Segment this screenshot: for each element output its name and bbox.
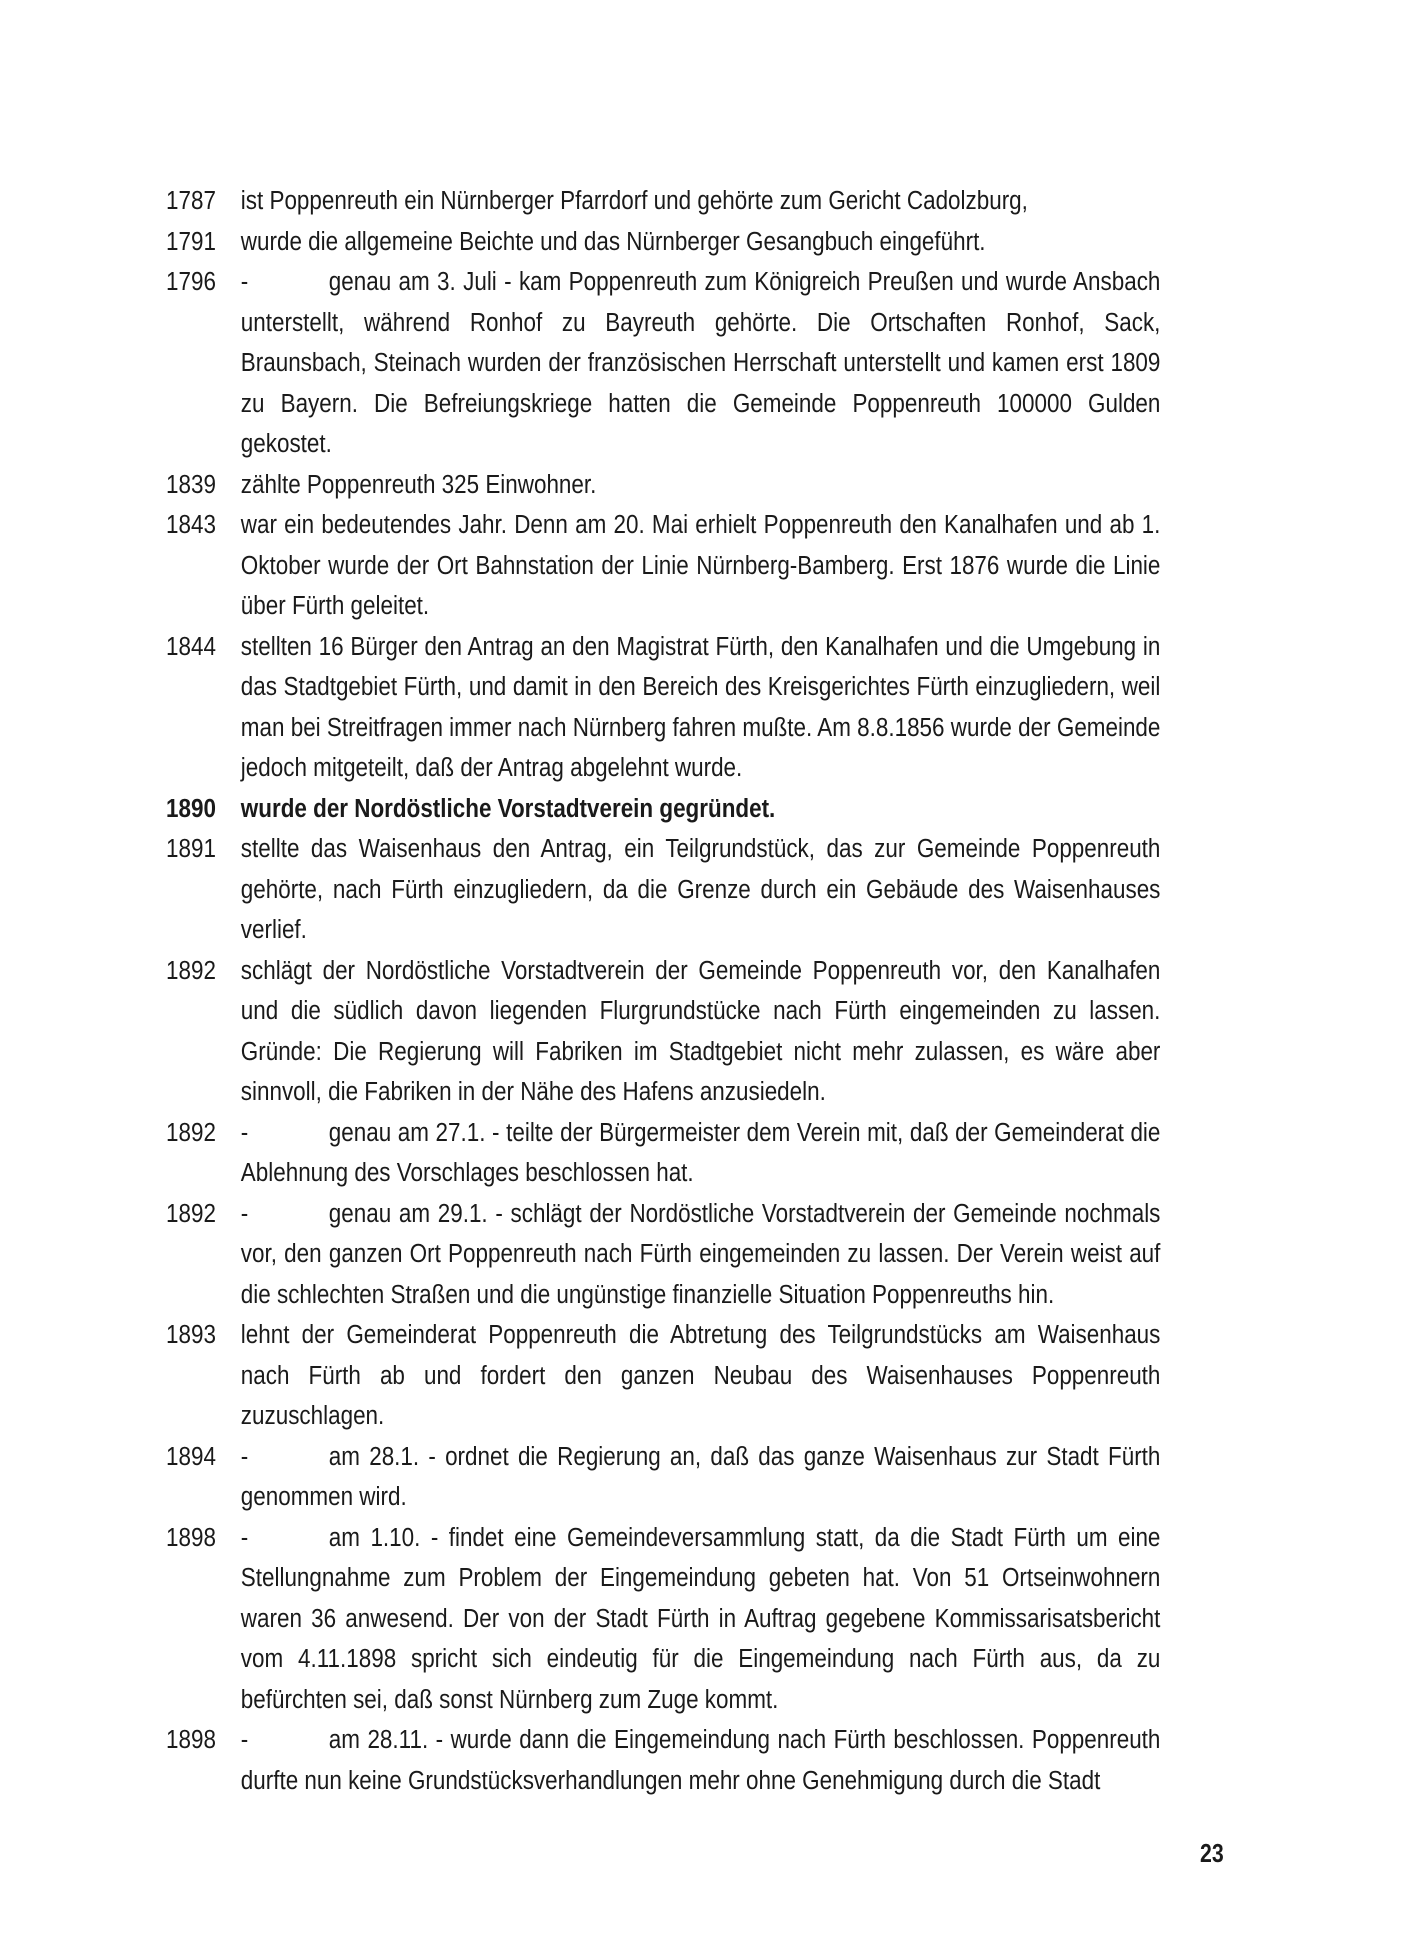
entry-body: war ein bedeutendes Jahr. Denn am 20. Mai erhielt Poppenreuth den Kanalhafen und ab 1. Oktober wurde der Ort Bahnstation der Linie Nürnberg-Bamberg. Erst 1876 wurde die Linie über Fürth geleitet. <box>240 511 1161 620</box>
entry-year: 1796 <box>166 268 216 296</box>
chronology-entry <box>166 222 1297 263</box>
entry-text <box>241 222 1161 263</box>
chronology-entry <box>166 1194 1297 1316</box>
entry-year: 1890 <box>166 794 216 823</box>
entry-text <box>241 1315 1161 1437</box>
entry-text <box>241 505 1161 627</box>
entry-year: 1894 <box>166 1442 216 1471</box>
entry-body: genau am 3. Juli - kam Poppenreuth zum Königreich Preußen und wurde Ansbach unterstellt, während Ronhof zu Bayreuth gehörte. Die Ortschaften Ronhof, Sack, Braunsbach, Steinach wurden der französischen Herrschaft unterstellt und kamen erst 1809 zu Bayern. Die Befreiungskriege hatten die Gemeinde Poppenreuth 100000 Gulden gekostet. <box>240 268 1161 458</box>
entry-text <box>241 951 1161 1113</box>
entry-text <box>241 1720 1161 1801</box>
chronology-entry <box>166 181 1297 222</box>
entry-dash: - <box>240 1199 249 1228</box>
page-number: 23 <box>1200 1838 1224 1868</box>
entry-body: genau am 27.1. - teilte der Bürgermeister dem Verein mit, daß der Gemeinderat die Ablehnung des Vorschlages beschlossen hat. <box>240 1118 1161 1187</box>
entry-body: wurde die allgemeine Beichte und das Nürnberger Gesangbuch eingeführt. <box>240 227 986 256</box>
entry-text <box>241 1437 1161 1518</box>
entry-body: am 1.10. - findet eine Gemeindeversammlung statt, da die Stadt Fürth um eine Stellungnahme zum Problem der Eingemeindung gebeten hat. Von 51 Ortseinwohnern waren 36 anwesend. Der von der Stadt Fürth in Auftrag gegebene Kommissarisatsbericht vom 4.11.1898 spricht sich eindeutig für die Eingemeindung nach Fürth aus, da zu befürchten sei, daß sonst Nürnberg zum Zuge kommt. <box>240 1523 1161 1714</box>
chronology-entry <box>166 1437 1297 1518</box>
entry-text <box>241 627 1161 789</box>
entry-text <box>241 1113 1161 1194</box>
chronology-entry <box>166 829 1297 951</box>
chronology-entry <box>166 951 1297 1113</box>
entry-body: lehnt der Gemeinderat Poppenreuth die Abtretung des Teilgrundstücks am Waisenhaus nach Fürth ab und fordert den ganzen Neubau des Waisenhauses Poppenreuth zuzuschlagen. <box>240 1321 1161 1430</box>
chronology-entry <box>166 1720 1297 1801</box>
entry-text <box>241 829 1161 951</box>
entry-body: zählte Poppenreuth 325 Einwohner. <box>240 470 597 499</box>
entry-body: wurde der Nordöstliche Vorstadtverein gegründet. <box>240 794 776 823</box>
entry-body: am 28.1. - ordnet die Regierung an, daß das ganze Waisenhaus zur Stadt Fürth genommen wird. <box>240 1442 1161 1511</box>
entry-year: 1844 <box>166 632 216 661</box>
entry-year: 1843 <box>166 511 216 539</box>
entry-year: 1892 <box>166 1118 216 1147</box>
entry-year: 1898 <box>166 1726 216 1754</box>
chronology-entry <box>166 789 1297 830</box>
chronology-entry <box>166 1113 1297 1194</box>
chronology-list <box>166 181 1296 1801</box>
entry-body: schlägt der Nordöstliche Vorstadtverein der Gemeinde Poppenreuth vor, den Kanalhafen und die südlich davon liegenden Flurgrundstücke nach Fürth eingemeinden zu lassen. Gründe: Die Regierung will Fabriken im Stadtgebiet nicht mehr zulassen, es wäre aber sinnvoll, die Fabriken in der Nähe des Hafens anzusiedeln. <box>240 956 1161 1106</box>
chronology-entry <box>166 1315 1297 1437</box>
entry-year: 1898 <box>166 1523 216 1552</box>
entry-body: ist Poppenreuth ein Nürnberger Pfarrdorf und gehörte zum Gericht Cadolzburg, <box>240 187 1028 215</box>
entry-body: genau am 29.1. - schlägt der Nordöstliche Vorstadtverein der Gemeinde nochmals vor, den ganzen Ort Poppenreuth nach Fürth eingemeinden zu lassen. Der Verein weist auf die schlechten Straßen und die ungünstige finanzielle Situation Poppenreuths hin. <box>240 1199 1161 1309</box>
chronology-entry <box>166 1518 1297 1721</box>
entry-year: 1892 <box>166 956 216 985</box>
entry-body: stellte das Waisenhaus den Antrag, ein Teilgrundstück, das zur Gemeinde Poppenreuth gehörte, nach Fürth einzugliedern, da die Grenze durch ein Gebäude des Waisenhauses verlief. <box>240 835 1161 944</box>
entry-dash: - <box>240 1118 249 1147</box>
entry-year: 1892 <box>166 1199 216 1228</box>
entry-body: am 28.11. - wurde dann die Eingemeindung nach Fürth beschlossen. Poppenreuth durfte nun keine Grundstücksverhandlungen mehr ohne Genehmigung durch die Stadt <box>240 1726 1161 1795</box>
chronology-entry <box>166 505 1297 627</box>
entry-text <box>241 465 1161 506</box>
entry-year: 1839 <box>166 470 216 499</box>
entry-dash: - <box>240 1523 249 1552</box>
entry-dash: - <box>240 268 249 296</box>
entry-dash: - <box>240 1442 249 1471</box>
entry-year: 1791 <box>166 227 216 256</box>
entry-body: stellten 16 Bürger den Antrag an den Magistrat Fürth, den Kanalhafen und die Umgebung in das Stadtgebiet Fürth, und damit in den Bereich des Kreisgerichtes Fürth einzugliedern, weil man bei Streitfragen immer nach Nürnberg fahren mußte. Am 8.8.1856 wurde der Gemeinde jedoch mitgeteilt, daß der Antrag abgelehnt wurde. <box>240 632 1161 782</box>
entry-text <box>241 789 1161 830</box>
chronology-entry <box>166 627 1297 789</box>
entry-year: 1893 <box>166 1321 216 1349</box>
entry-year: 1787 <box>166 187 216 215</box>
entry-text <box>241 262 1161 465</box>
entry-year: 1891 <box>166 835 216 863</box>
entry-text <box>241 181 1161 222</box>
entry-text <box>241 1518 1161 1721</box>
chronology-entry <box>166 465 1297 506</box>
entry-text <box>241 1194 1161 1316</box>
entry-dash: - <box>240 1726 249 1754</box>
chronology-entry <box>166 262 1297 465</box>
